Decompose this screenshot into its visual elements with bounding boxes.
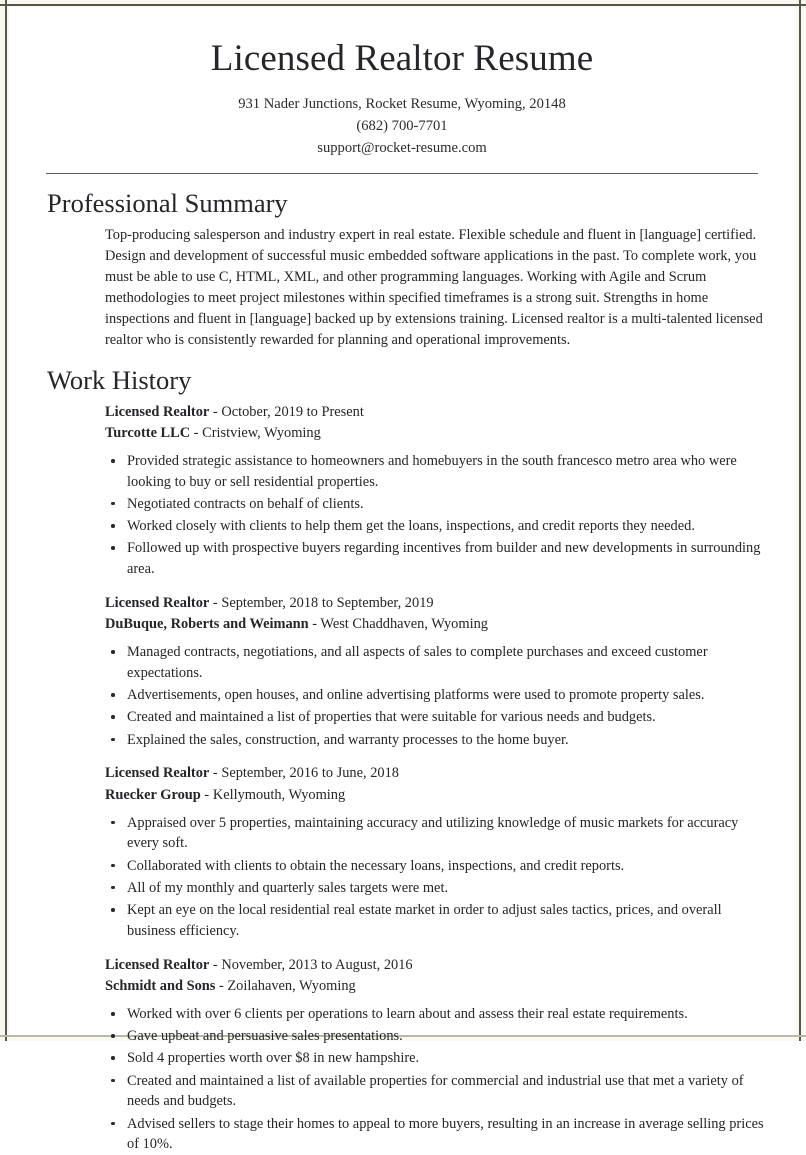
section-heading-summary: Professional Summary <box>47 188 288 219</box>
summary-paragraph: Top-producing salesperson and industry expert in real estate. Flexible schedule and fluent in [language] certified. Design and development of successful music embedded software applications in the past. To complete work, you must be able to use C, HTML, XML, and other programming languages. Working with Agile and Scrum methodologies to meet project milestones within specified timeframes is a strong suit. Strengths in home inspections and fluent in [language] backed up by extensions training. Licensed realtor is a multi-talented licensed realtor who is consistently rewarded for planning and operational improvements. <box>105 226 763 349</box>
job-separator: - <box>215 977 228 994</box>
job-dates: October, 2019 to Present <box>221 403 364 420</box>
job-dates: September, 2018 to September, 2019 <box>221 594 434 611</box>
job-bullet: Managed contracts, negotiations, and all aspects of sales to complete purchases and exceed customer expectations. <box>105 642 769 683</box>
job-title-line <box>105 955 769 976</box>
job-dates: September, 2016 to June, 2018 <box>221 765 399 782</box>
job-bullet-list <box>105 1004 769 1155</box>
job-bullet: Sold 4 properties worth over $8 in new hampshire. <box>105 1048 769 1069</box>
job-bullet: Gave upbeat and persuasive sales presentations. <box>105 1026 769 1047</box>
job-company-line <box>105 976 769 997</box>
job-title-line <box>105 763 769 784</box>
job-company-line <box>105 614 769 635</box>
resume-document <box>9 7 795 1153</box>
job-title: Licensed Realtor <box>105 765 210 782</box>
job-company: DuBuque, Roberts and Weimann <box>105 615 309 632</box>
job-bullet: Collaborated with clients to obtain the necessary loans, inspections, and credit reports. <box>105 856 769 877</box>
summary-body <box>47 225 769 352</box>
job-dates: November, 2013 to August, 2016 <box>221 956 413 973</box>
job-company: Ruecker Group <box>105 786 201 803</box>
job-entry <box>105 955 769 1155</box>
contact-email: support@rocket-resume.com <box>317 140 487 157</box>
job-bullet-list <box>105 642 769 750</box>
job-location: West Chaddhaven, Wyoming <box>320 615 488 632</box>
contact-address: 931 Nader Junctions, Rocket Resume, Wyoming, 20148 <box>238 95 566 112</box>
job-bullet: Explained the sales, construction, and warranty processes to the home buyer. <box>105 730 769 751</box>
job-bullet: Negotiated contracts on behalf of clients. <box>105 494 769 515</box>
job-bullet: All of my monthly and quarterly sales targets were met. <box>105 878 769 899</box>
job-bullet: Kept an eye on the local residential real estate market in order to adjust sales tactics, prices, and overall business efficiency. <box>105 900 769 941</box>
work-history-body <box>47 402 769 1155</box>
header-divider <box>46 173 758 174</box>
page-border-right <box>799 0 801 1041</box>
job-bullet-list <box>105 451 769 580</box>
job-separator: - <box>209 403 222 420</box>
job-entry <box>105 763 769 941</box>
job-bullet: Created and maintained a list of properties that were suitable for various needs and budgets. <box>105 707 769 728</box>
job-list <box>105 402 769 1155</box>
job-bullet: Worked closely with clients to help them get the loans, inspections, and credit reports they needed. <box>105 516 769 537</box>
job-company-line <box>105 785 769 806</box>
job-bullet: Worked with over 6 clients per operations to learn about and assess their real estate requirements. <box>105 1004 769 1025</box>
job-separator: - <box>190 424 203 441</box>
page-border-left <box>5 0 7 1041</box>
section-work-history <box>9 365 795 1155</box>
job-bullet: Followed up with prospective buyers regarding incentives from builder and new developments in surrounding area. <box>105 538 769 579</box>
job-separator: - <box>209 594 222 611</box>
job-bullet: Created and maintained a list of available properties for commercial and industrial use that met a variety of needs and budgets. <box>105 1071 769 1112</box>
job-title: Licensed Realtor <box>105 594 210 611</box>
job-entry <box>105 402 769 580</box>
job-bullet-list <box>105 813 769 942</box>
job-title-line <box>105 402 769 423</box>
job-location: Cristview, Wyoming <box>202 424 321 441</box>
job-company-line <box>105 423 769 444</box>
job-company: Turcotte LLC <box>105 424 191 441</box>
job-separator: - <box>209 956 222 973</box>
job-company: Schmidt and Sons <box>105 977 216 994</box>
section-heading-work-history: Work History <box>47 365 192 396</box>
page-title: Licensed Realtor Resume <box>210 38 594 79</box>
job-entry <box>105 593 769 751</box>
job-separator: - <box>308 615 321 632</box>
job-location: Zoilahaven, Wyoming <box>227 977 356 994</box>
resume-header <box>9 7 795 159</box>
job-title-line <box>105 593 769 614</box>
job-bullet: Provided strategic assistance to homeowners and homebuyers in the south francesco metro area who were looking to buy or sell residential properties. <box>105 451 769 492</box>
job-bullet: Appraised over 5 properties, maintaining accuracy and utilizing knowledge of music markets for accuracy every soft. <box>105 813 769 854</box>
section-professional-summary <box>9 188 795 351</box>
job-separator: - <box>209 765 222 782</box>
job-title: Licensed Realtor <box>105 956 210 973</box>
page-border-top <box>0 4 806 6</box>
job-location: Kellymouth, Wyoming <box>212 786 346 803</box>
job-bullet: Advised sellers to stage their homes to appeal to more buyers, resulting in an increase in average selling prices of 10%. <box>105 1114 769 1155</box>
job-bullet: Advertisements, open houses, and online advertising platforms were used to promote property sales. <box>105 685 769 706</box>
job-separator: - <box>200 786 213 803</box>
job-title: Licensed Realtor <box>105 403 210 420</box>
contact-phone: (682) 700-7701 <box>356 118 448 135</box>
